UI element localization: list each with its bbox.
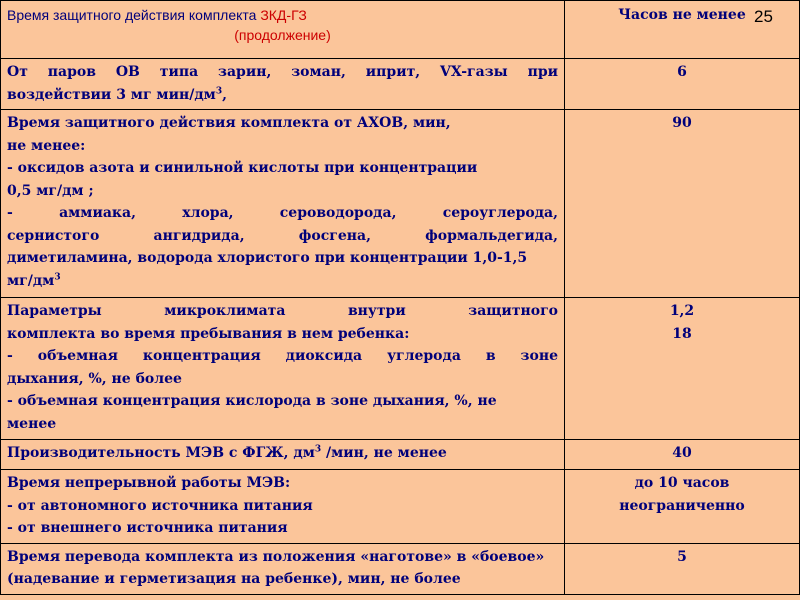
row-3-line-3: - объемная концентрация диоксида углерода в зоне: [7, 348, 558, 364]
row-3-line-4: дыхания, %, не более: [7, 370, 182, 387]
row-4-suffix: /мин, не менее: [321, 445, 447, 461]
table-row: [1, 59, 800, 110]
row-2-line-7: диметиламина, водорода хлористого при концентрации 1,0-1,5: [7, 250, 528, 266]
row-1-suffix: ,: [222, 86, 227, 103]
row-3-parameter: [1, 298, 565, 440]
slide-number: 25: [754, 7, 773, 26]
row-5-value-2: неограниченно: [619, 497, 745, 514]
header-title-main: Время защитного действия комплекта: [7, 7, 261, 23]
row-3-line-5: - объемная концентрация кислорода в зоне дыхания, %, не: [7, 393, 497, 409]
row-2-sup: 3: [54, 271, 61, 282]
row-6-line-1: Время перевода комплекта из положения «наготове» в «боевое»: [7, 548, 545, 565]
row-2-value-text: 90: [672, 115, 692, 131]
row-2-value: [565, 110, 800, 298]
table-row: [1, 440, 800, 470]
row-5-value: [565, 470, 800, 544]
row-4-parameter: [1, 440, 565, 470]
row-4-value-text: 40: [672, 445, 692, 461]
row-3-line-6: менее: [7, 415, 57, 432]
row-2-line-8: [7, 270, 558, 293]
row-1-value-text: 6: [677, 64, 687, 80]
row-3-value: [565, 298, 800, 440]
row-3-value-1: 1,2: [669, 303, 695, 319]
row-1-line-2-text: воздействии 3 мг мин/дм: [7, 86, 216, 103]
row-3-value-2: 18: [672, 325, 692, 342]
header-subtitle: (продолжение): [234, 27, 331, 43]
row-4-line-1: [7, 442, 558, 465]
table-header-row: [1, 1, 800, 59]
row-2-line-3: - оксидов азота и синильной кислоты при концентрации: [7, 160, 478, 176]
row-1-parameter: [1, 59, 565, 110]
row-2-line-2: не менее:: [7, 137, 86, 154]
row-1-line-1: От паров ОВ типа зарин, зоман, иприт, VX-газы при: [7, 64, 558, 80]
row-4-value: [565, 440, 800, 470]
row-2-line-8-text: мг/дм: [7, 272, 55, 289]
header-title-accent: ЗКД-ГЗ: [260, 7, 307, 23]
table-row: [1, 470, 800, 544]
row-2-line-6: сернистого ангидрида, фосгена, формальдегида,: [7, 227, 558, 244]
row-5-line-3: - от внешнего источника питания: [7, 520, 288, 536]
row-6-parameter: [1, 543, 565, 594]
row-2-line-1: Время защитного действия комплекта от АХОВ, мин,: [7, 115, 451, 131]
row-5-line-2: - от автономного источника питания: [7, 497, 313, 514]
row-5-value-1: до 10 часов: [634, 475, 730, 491]
row-2-line-4: 0,5 мг/дм ;: [7, 182, 94, 199]
row-2-line-5: - аммиака, хлора, сероводорода, сероуглерода,: [7, 205, 558, 221]
row-4-sup: 3: [314, 444, 322, 455]
row-2-parameter: [1, 110, 565, 298]
header-value-label: Часов не менее: [618, 7, 746, 23]
row-1-line-2: [7, 84, 558, 107]
row-6-line-2: (надевание и герметизация на ребенке), мин, не более: [7, 571, 461, 587]
row-6-value-text: 5: [677, 548, 687, 565]
table-row: [1, 543, 800, 594]
row-3-line-1: Параметры микроклимата внутри защитного: [7, 303, 558, 319]
row-1-value: [565, 59, 800, 110]
table-row: [1, 110, 800, 298]
row-4-prefix: Производительность МЭВ с ФГЖ, дм: [7, 445, 315, 461]
row-6-value: [565, 543, 800, 594]
row-3-line-2: комплекта во время пребывания в нем ребенка:: [7, 325, 410, 342]
header-title: [7, 5, 558, 25]
row-5-parameter: [1, 470, 565, 544]
header-parameter-cell: [1, 1, 565, 59]
row-5-line-1: Время непрерывной работы МЭВ:: [7, 475, 291, 491]
table-row: [1, 298, 800, 440]
row-1-sup: 3: [215, 85, 223, 96]
